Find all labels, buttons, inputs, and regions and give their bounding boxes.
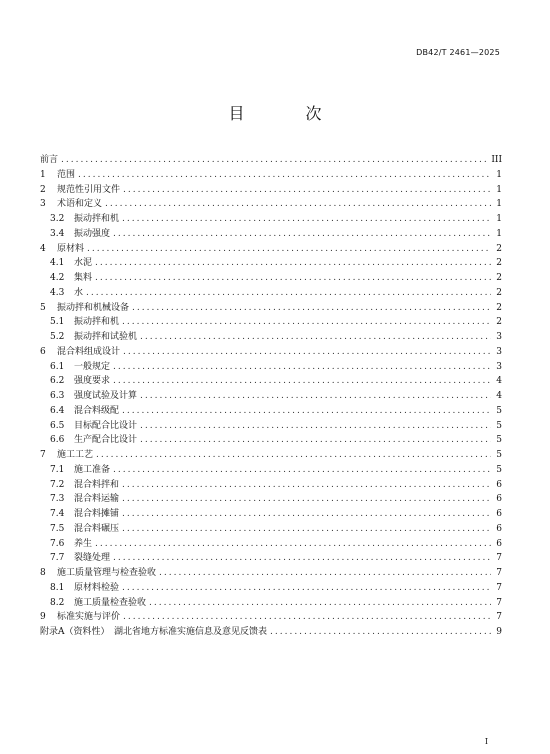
toc-entry-page: 5 [496,405,502,416]
toc-entry-number: 5 [40,302,46,313]
toc-entry-label: 标准实施与评价 [57,612,121,623]
toc-entry-page: III [491,155,502,165]
toc-entry-label: 施工质量管理与检查验收 [57,568,157,578]
toc-entry-number: 7.3 [50,494,65,505]
toc-entry[interactable] [40,478,502,493]
toc-leader-dots [123,345,491,360]
toc-entry[interactable] [40,419,502,434]
toc-entry-label: 附录A（资料性） 湖北省地方标准实施信息及意见反馈表 [40,627,268,637]
toc-entry-number: 4.2 [50,273,65,283]
toc-leader-dots [270,625,491,640]
toc-entry-page: 7 [496,553,502,564]
toc-entry-page: 1 [496,184,502,195]
toc-entry-label: 原材料 [57,243,85,254]
toc-leader-dots [149,596,491,611]
toc-entry-number: 4.1 [50,258,65,269]
toc-entry-number: 3.2 [50,214,65,224]
toc-entry-number: 8.2 [50,597,65,608]
toc-entry[interactable] [40,242,502,257]
toc-entry-number: 2 [40,184,46,195]
toc-entry-number: 7.2 [50,479,65,490]
toc-entry[interactable] [40,522,502,537]
toc-entry-label: 强度试验及计算 [74,391,138,401]
toc-leader-dots [140,389,491,404]
toc-entry-number: 1 [40,169,46,180]
toc-entry[interactable] [40,507,502,522]
toc-leader-dots [122,522,491,537]
toc-entry-page: 1 [496,214,502,224]
toc-leader-dots [95,537,491,552]
toc-entry-number: 6.4 [50,405,65,416]
toc-entry-number: 7.5 [50,523,65,534]
toc-entry[interactable] [40,566,502,581]
toc-entry-page: 5 [496,420,502,431]
toc-entry[interactable] [40,301,502,316]
toc-leader-dots [122,507,491,522]
toc-entry-label: 目标配合比设计 [74,420,138,431]
toc-entry-page: 6 [496,538,502,549]
toc-leader-dots [87,242,491,257]
toc-entry[interactable] [40,537,502,552]
toc-leader-dots [95,256,491,271]
toc-entry-number: 7.1 [50,464,65,475]
toc-entry[interactable] [40,404,502,419]
toc-leader-dots [113,551,491,566]
toc-entry-label: 混合料组成设计 [57,346,121,357]
toc-entry[interactable] [40,315,502,330]
toc-entry-number: 7.6 [50,538,65,549]
toc-entry-page: 2 [496,317,502,328]
toc-entry-page: 7 [496,582,502,593]
toc-entry[interactable] [40,168,502,183]
toc-entry-label: 前言 [40,155,59,165]
toc-entry-page: 7 [496,597,502,608]
toc-leader-dots [132,301,491,316]
toc-entry-page: 6 [496,479,502,490]
toc-leader-dots [140,419,491,434]
toc-entry[interactable] [40,433,502,448]
toc-leader-dots [122,315,491,330]
toc-entry[interactable] [40,212,502,227]
toc-entry[interactable] [40,448,502,463]
toc-entry[interactable] [40,610,502,625]
toc-entry-page: 1 [496,228,502,239]
toc-entry-page: 7 [496,568,502,578]
toc-entry[interactable] [40,596,502,611]
toc-entry-page: 6 [496,494,502,505]
toc-entry-page: 2 [496,258,502,269]
toc-entry-label: 振动强度 [74,228,111,239]
toc-entry-label: 术语和定义 [57,199,103,210]
toc-leader-dots [95,271,491,286]
toc-entry[interactable] [40,183,502,198]
toc-entry-label: 施工准备 [74,464,111,475]
toc-entry-label: 振动拌和机械设备 [57,302,130,313]
toc-entry-number: 8 [40,568,46,578]
toc-entry-label: 裂缝处理 [74,553,111,564]
toc-entry-number: 7.7 [50,553,65,564]
toc-leader-dots [86,286,491,301]
toc-entry-label: 养生 [74,538,93,549]
toc-entry-label: 混合料运输 [74,494,120,505]
toc-entry[interactable] [40,271,502,286]
toc-entry-label: 规范性引用文件 [57,184,121,195]
toc-entry-page: 5 [496,435,502,446]
toc-entry-page: 2 [496,243,502,254]
toc-entry[interactable] [40,345,502,360]
toc-leader-dots [113,360,491,375]
toc-leader-dots [122,492,491,507]
toc-entry-page: 2 [496,287,502,298]
toc-entry-label: 振动拌和机 [74,317,120,328]
toc-entry-number: 7.4 [50,509,65,519]
toc-entry-number: 6.5 [50,420,65,431]
toc-entry-label: 混合料拌和 [74,479,120,490]
toc-leader-dots [78,168,491,183]
toc-entry-number: 3 [40,199,46,210]
toc-entry-page: 4 [496,376,502,387]
toc-leader-dots [105,197,491,212]
toc-entry-label: 生产配合比设计 [74,435,138,446]
toc-entry-page: 3 [496,346,502,357]
toc-entry-label: 原材料检验 [74,582,120,593]
toc-entry-label: 水泥 [74,258,93,269]
toc-leader-dots [61,153,488,168]
toc-entry-page: 1 [496,199,502,210]
document-code: DB42/T 2461—2025 [416,48,500,57]
toc-entry-page: 9 [496,627,502,637]
toc-leader-dots [113,463,491,478]
toc-entry[interactable] [40,330,502,345]
toc-entry-label: 混合料摊铺 [74,509,120,519]
toc-leader-dots [140,433,491,448]
toc-leader-dots [113,227,491,242]
toc-entry-label: 混合料级配 [74,405,120,416]
toc-entry-label: 施工质量检查验收 [74,597,147,608]
toc-entry[interactable] [40,463,502,478]
toc-entry-page: 5 [496,450,502,460]
toc-entry-label: 集料 [74,273,93,283]
toc-leader-dots [159,566,491,581]
toc-entry-label: 强度要求 [74,376,111,387]
toc-entry-number: 9 [40,612,46,623]
toc-entry-label: 一般规定 [74,361,111,372]
toc-entry-label: 振动拌和机 [74,214,120,224]
toc-entry-page: 5 [496,464,502,475]
toc-entry-page: 2 [496,302,502,313]
toc-entry-label: 混合料碾压 [74,523,120,534]
page-number: I [484,737,488,746]
toc-entry[interactable] [40,625,502,640]
toc-entry-page: 7 [496,612,502,623]
toc-entry[interactable] [40,389,502,404]
toc-leader-dots [96,448,491,463]
toc-leader-dots [123,183,491,198]
toc-entry[interactable] [40,581,502,596]
toc-entry-number: 6.3 [50,391,65,401]
toc-entry[interactable] [40,227,502,242]
toc-entry-label: 施工工艺 [57,450,94,460]
toc-entry-page: 6 [496,523,502,534]
toc-entry-page: 3 [496,361,502,372]
toc-entry[interactable] [40,360,502,375]
toc-leader-dots [122,212,491,227]
toc-leader-dots [122,581,491,596]
toc-entry[interactable] [40,256,502,271]
toc-entry-number: 6.6 [50,435,65,446]
toc-entry-number: 5.1 [50,317,65,328]
toc-entry-page: 3 [496,332,502,342]
toc-entry[interactable] [40,286,502,301]
toc-leader-dots [123,610,491,625]
toc-entry-page: 6 [496,509,502,519]
toc-leader-dots [122,478,491,493]
toc-entry-number: 5.2 [50,332,65,342]
toc-leader-dots [140,330,491,345]
toc-entry[interactable] [40,374,502,389]
toc-entry-number: 6 [40,346,46,357]
toc-entry[interactable] [40,492,502,507]
toc-entry-page: 4 [496,391,502,401]
toc-entry[interactable] [40,197,502,212]
toc-entry-number: 4 [40,243,46,254]
toc-leader-dots [113,374,491,389]
toc-entry-page: 1 [496,169,502,180]
toc-leader-dots [122,404,491,419]
toc-entry-number: 3.4 [50,228,65,239]
page-title: 目 次 [228,104,350,123]
toc-entry[interactable] [40,153,502,168]
toc-entry-number: 8.1 [50,582,65,593]
toc-entry[interactable] [40,551,502,566]
toc-entry-number: 6.2 [50,376,65,387]
toc-entry-label: 范围 [57,169,76,180]
toc-entry-page: 2 [496,273,502,283]
toc-entry-label: 水 [74,287,84,298]
table-of-contents [40,153,502,640]
toc-entry-number: 4.3 [50,287,65,298]
toc-entry-number: 7 [40,450,46,460]
toc-entry-label: 振动拌和试验机 [74,332,138,342]
toc-entry-number: 6.1 [50,361,65,372]
